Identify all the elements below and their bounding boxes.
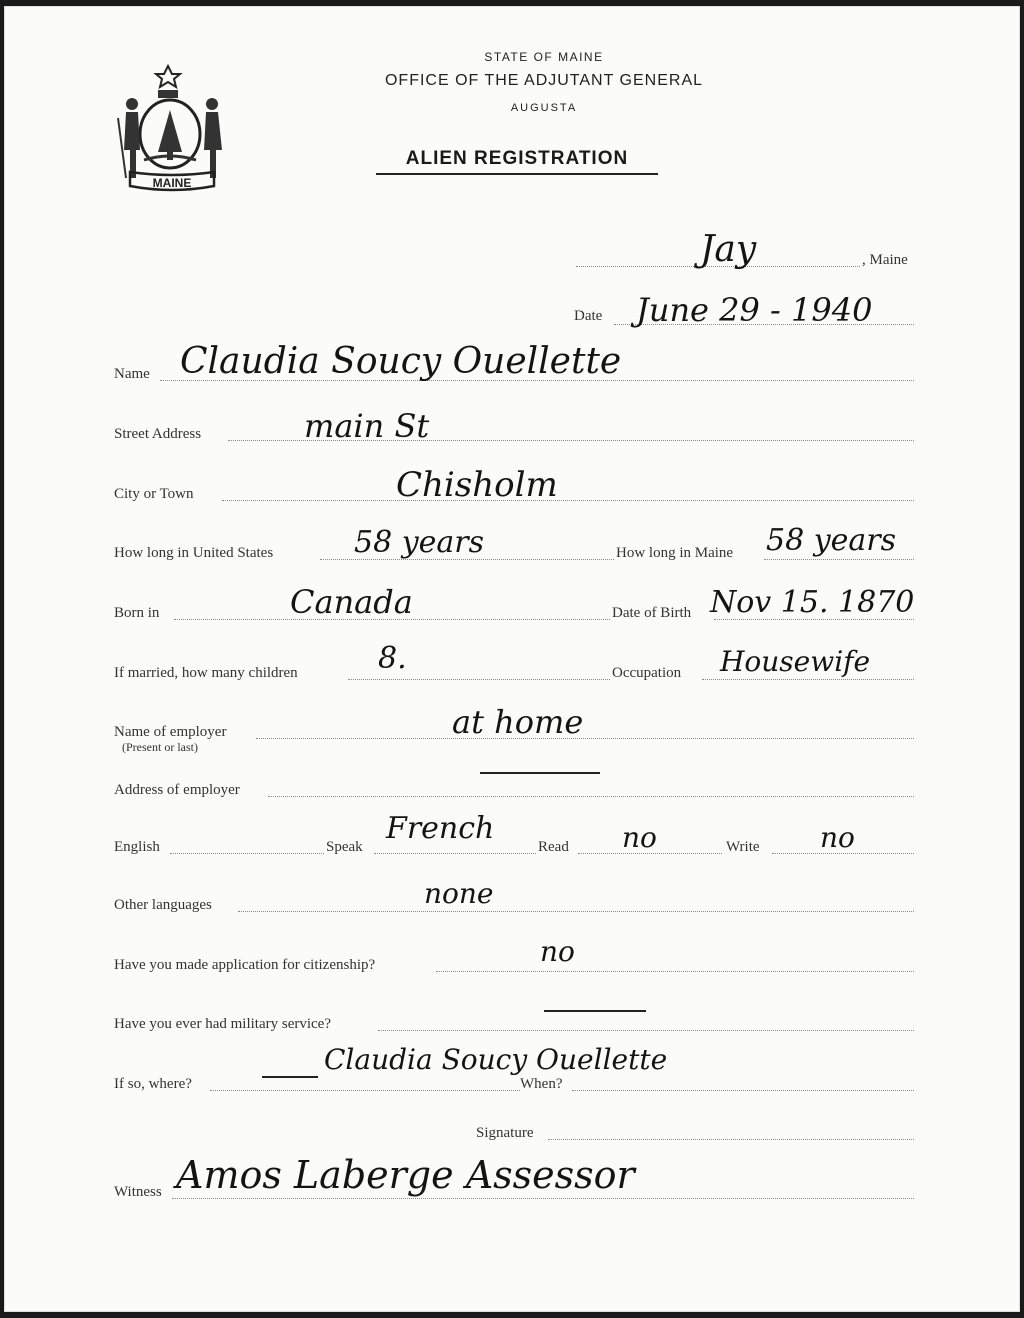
citizenship-line [436, 971, 914, 972]
write-label: Write [726, 839, 760, 855]
us-duration-value: 58 years [354, 525, 485, 560]
where-line [210, 1090, 520, 1091]
maine-duration-label: How long in Maine [616, 545, 734, 561]
speak-line [374, 853, 536, 854]
other-languages-label: Other languages [114, 897, 212, 913]
state-seal-icon [114, 60, 232, 196]
employer-address-line [268, 796, 914, 797]
when-line [572, 1090, 914, 1091]
where-dash [262, 1076, 318, 1078]
occupation-label: Occupation [612, 665, 682, 681]
maine-duration-value: 58 years [766, 523, 897, 558]
city-value: Chisholm [396, 465, 558, 505]
english-label: English [114, 839, 160, 855]
signature-value: Claudia Soucy Ouellette [324, 1043, 668, 1076]
street-address-label: Street Address [114, 426, 202, 442]
read-label: Read [538, 839, 569, 855]
employer-sublabel: (Present or last) [122, 740, 198, 754]
date-label: Date [574, 308, 603, 324]
read-value: no [622, 821, 657, 854]
when-label: When? [520, 1076, 563, 1092]
birthdate-value: Nov 15. 1870 [710, 585, 915, 620]
witness-label: Witness [114, 1184, 162, 1200]
name-label: Name [114, 366, 150, 382]
witness-value: Amos Laberge Assessor [176, 1153, 635, 1197]
employer-label: Name of employer [114, 724, 227, 740]
witness-line [172, 1198, 914, 1199]
birthdate-label: Date of Birth [612, 605, 692, 621]
city-heading: AUGUSTA [510, 102, 578, 114]
maine-duration-line [764, 559, 914, 560]
children-value: 8. [378, 641, 407, 676]
military-line [378, 1030, 914, 1031]
us-duration-label: How long in United States [114, 545, 274, 561]
employer-address-dash [480, 772, 600, 774]
employer-line [256, 738, 914, 739]
maine-label: , Maine [862, 252, 908, 268]
write-value: no [820, 821, 855, 854]
city-label: City or Town [114, 486, 194, 502]
military-dash [544, 1010, 646, 1012]
employer-address-label: Address of employer [114, 782, 240, 798]
citizenship-value: no [540, 935, 575, 968]
speak-label: Speak [326, 839, 363, 855]
employer-value: at home [452, 703, 584, 741]
signature-line [548, 1139, 914, 1140]
english-line [170, 853, 324, 854]
other-languages-line [238, 911, 914, 912]
office-heading: OFFICE OF THE ADJUTANT GENERAL [384, 72, 704, 89]
state-heading: STATE OF MAINE [484, 50, 604, 64]
date-value: June 29 - 1940 [636, 291, 873, 329]
citizenship-label: Have you made application for citizenship? [114, 957, 376, 973]
occupation-value: Housewife [720, 645, 871, 678]
signature-label: Signature [476, 1125, 534, 1141]
registration-form [4, 6, 1020, 1312]
city-line [222, 500, 914, 501]
speak-value: French [386, 811, 495, 846]
children-label: If married, how many children [114, 665, 298, 681]
name-value: Claudia Soucy Ouellette [180, 341, 622, 382]
birthplace-label: Born in [114, 605, 160, 621]
street-address-value: main St [304, 407, 430, 445]
where-label: If so, where? [114, 1076, 192, 1092]
occupation-line [702, 679, 914, 680]
town-value: Jay [700, 229, 757, 270]
children-line [348, 679, 610, 680]
svg-text:MAINE: MAINE [152, 176, 192, 190]
form-title: ALIEN REGISTRATION [376, 148, 658, 175]
military-label: Have you ever had military service? [114, 1016, 331, 1032]
birthplace-value: Canada [290, 583, 413, 621]
other-languages-value: none [424, 877, 494, 910]
